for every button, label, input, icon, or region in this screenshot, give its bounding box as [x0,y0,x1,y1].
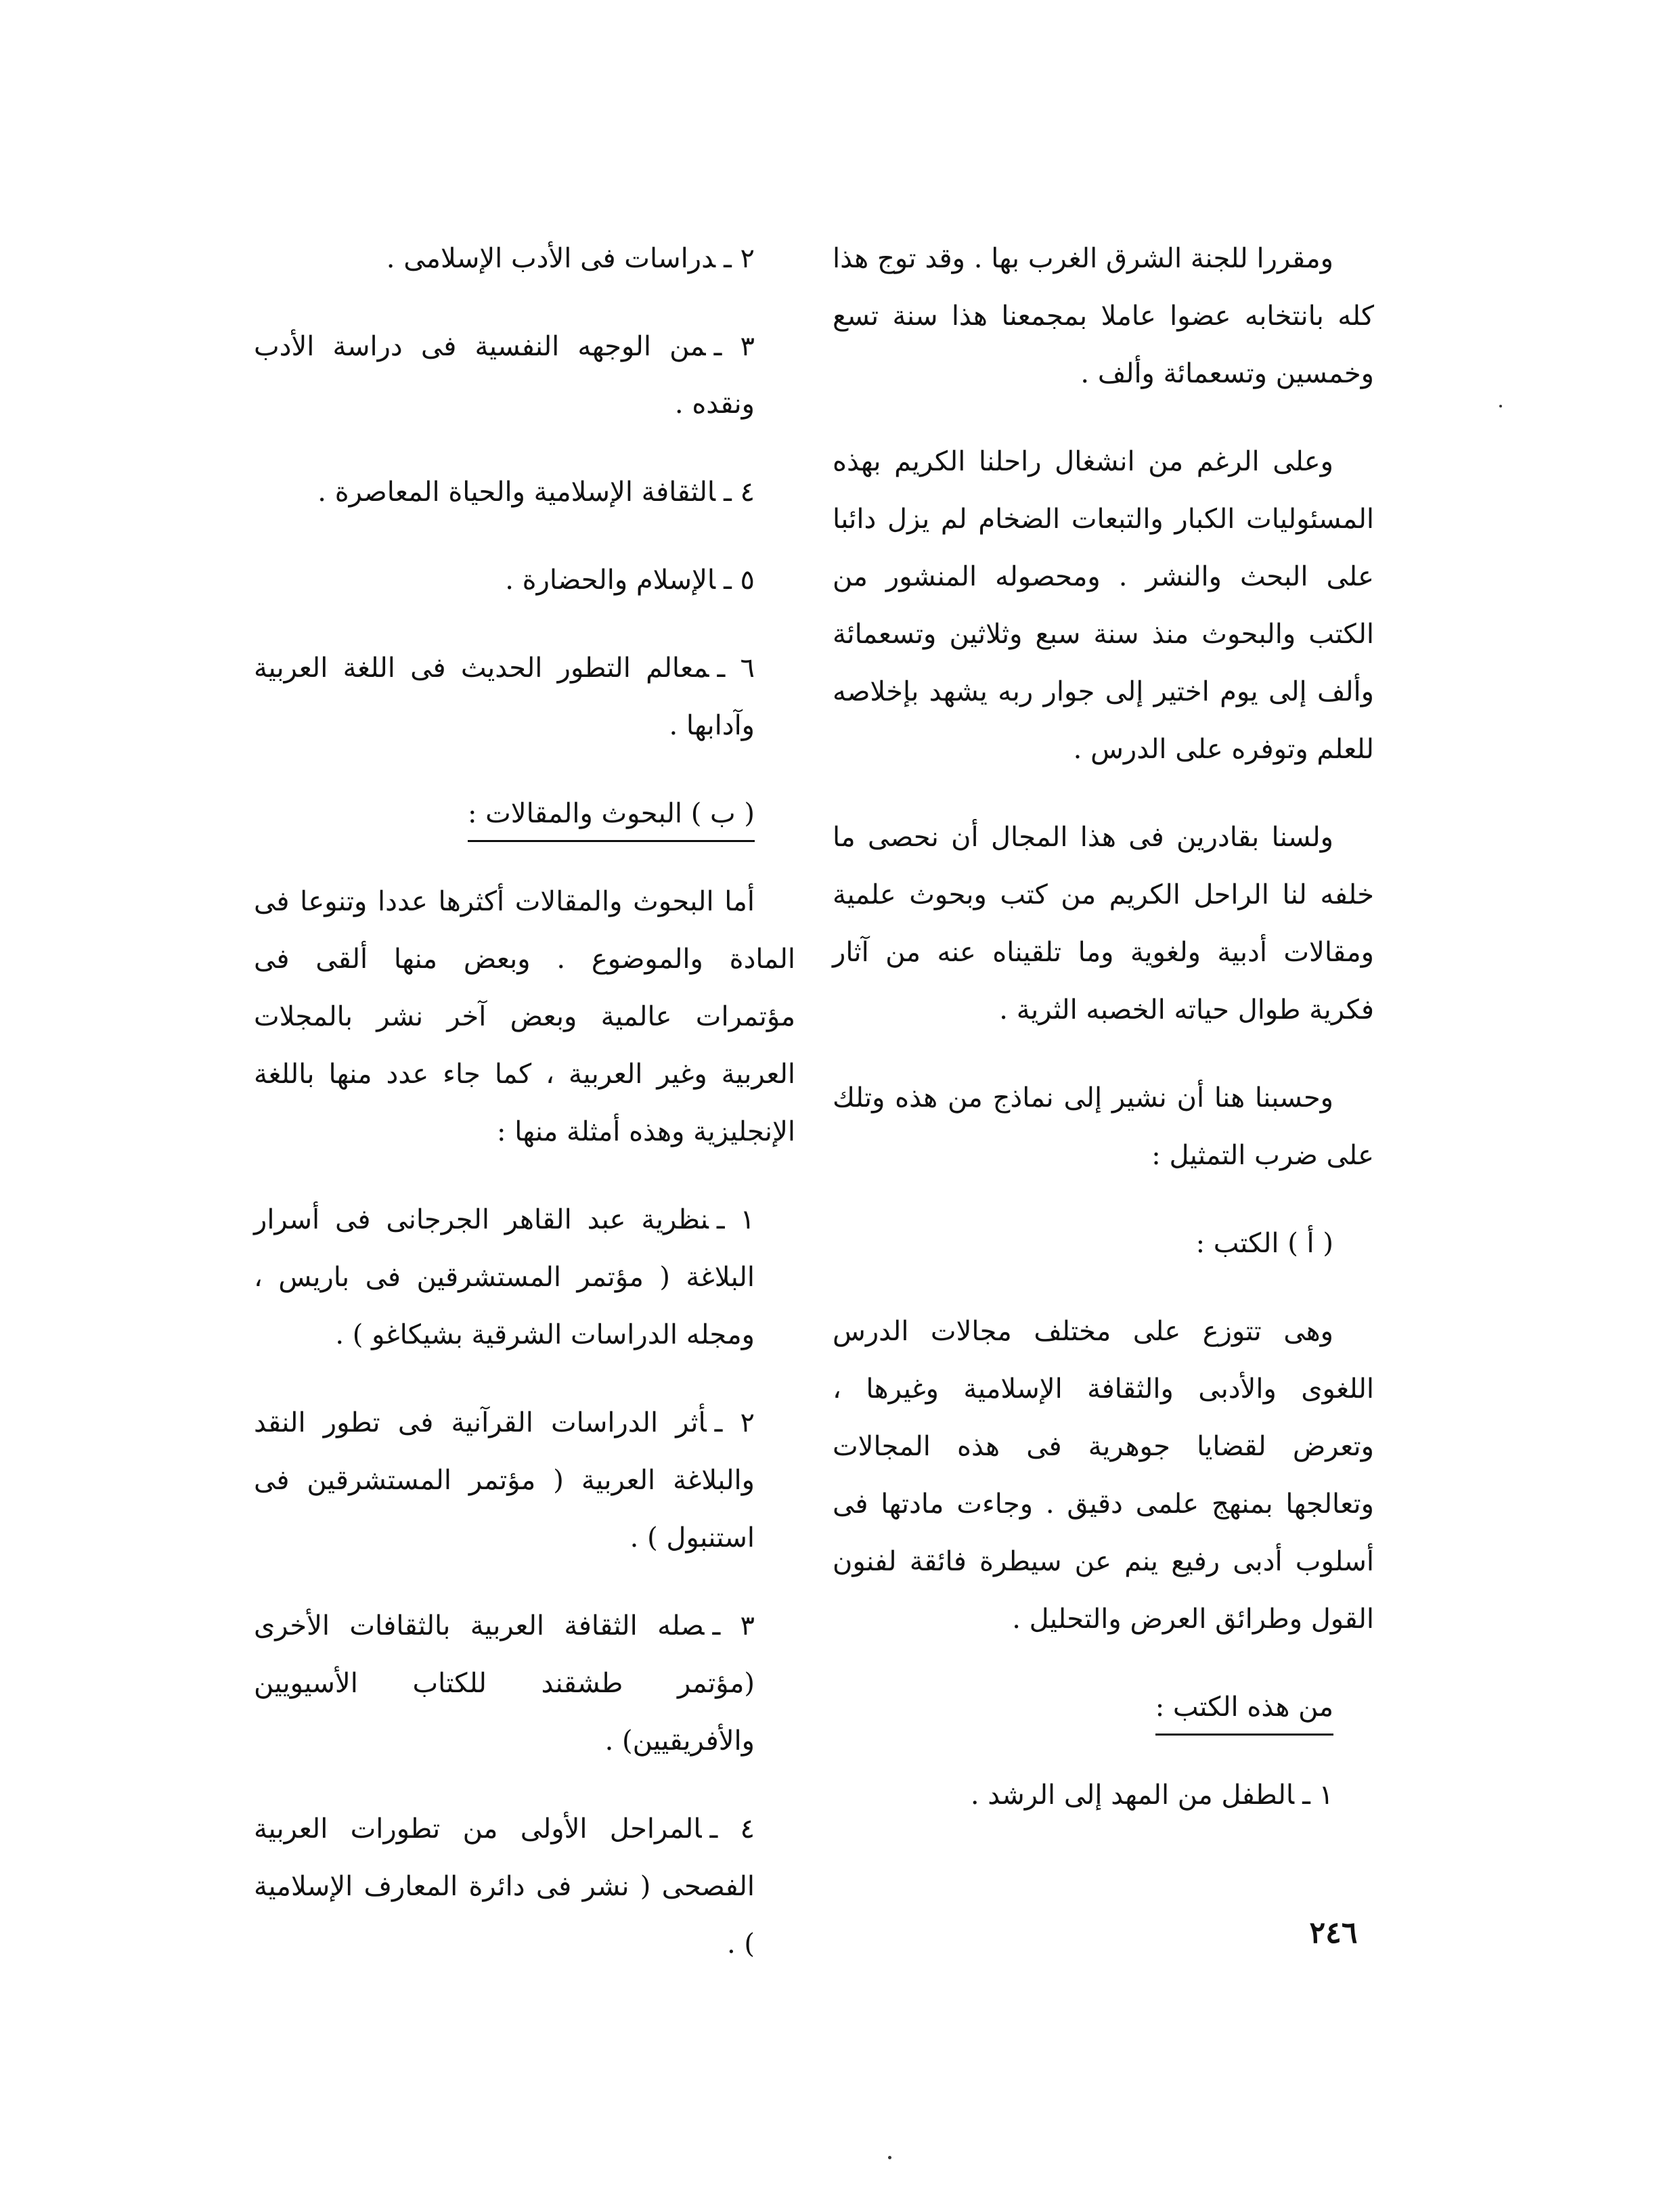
item-number: ٤ ـ [724,477,755,508]
item-text: أثر الدراسات القرآنية فى تطور النقد والبلاغة العربية ( مؤتمر المستشرقين فى استنبول ) . [254,1407,755,1553]
item-number: ٥ ـ [724,565,755,596]
item-number: ١ ـ [716,1204,755,1235]
list-item-book-6 [254,640,795,755]
item-number: ٣ ـ [713,331,755,362]
paragraph-research: وعلى الرغم من انشغال راحلنا الكريم بهذه المسئوليات الكبار والتبعات الضخام لم يزل دائبا على البحث والنشر . ومحصوله المنشور من الكتب والبحوث منذ سنة سبع وثلاثين وتسعمائة وألف إلى يوم اختير إلى جوار ربه يشهد بإخلاصه للعلم وتوفره على الدرس . [833,446,1374,765]
list-item-article-1 [254,1191,795,1364]
scan-speck [1499,405,1502,407]
list-item-book-1 [833,1767,1374,1824]
item-number: ٣ ـ [712,1610,755,1641]
paragraph-legacy: ولسنا بقادرين فى هذا المجال أن نحصى ما خلفه لنا الراحل الكريم من كتب وبحوث علمية ومقالات أدبية ولغوية وما تلقيناه عنه من آثار فكرية طوال حياته الخصبه الثرية . [833,822,1374,1025]
item-text: الطفل من المهد إلى الرشد . [970,1780,1295,1811]
list-item-article-2 [254,1394,795,1567]
item-text: الإسلام والحضارة . [505,565,716,596]
right-column [833,230,1374,1855]
heading-books-list-text: من هذه الكتب : [1155,1683,1333,1736]
item-text: نظرية عبد القاهر الجرجانى فى أسرار البلاغة ( مؤتمر المستشرقين فى باريس ، ومجله الدراسات الشرقية بشيكاغو ) . [254,1204,755,1350]
list-item-book-2 [254,230,795,288]
item-number: ٤ ـ [709,1813,755,1845]
item-number: ٦ ـ [717,653,755,684]
heading-articles-text: ( ب ) البحوث والمقالات : [468,790,755,842]
item-text: معالم التطور الحديث فى اللغة العربية وآدابها . [254,653,755,741]
item-text: من الوجهه النفسية فى دراسة الأدب ونقده . [254,331,755,420]
item-number: ٢ ـ [714,1407,755,1438]
item-text: الثقافة الإسلامية والحياة المعاصرة . [317,477,716,508]
list-item-article-4 [254,1801,795,1973]
heading-books [833,1215,1374,1273]
list-item-book-4 [254,464,795,521]
scan-speck [888,2156,891,2159]
list-item-book-3 [254,318,795,433]
heading-articles [254,785,795,843]
item-text: دراسات فى الأدب الإسلامى . [386,243,716,274]
heading-books-text: ( أ ) الكتب : [1195,1228,1333,1259]
item-number: ١ ـ [1302,1780,1333,1811]
paragraph-examples: وحسبنا هنا أن نشير إلى نماذج من هذه وتلك على ضرب التمثيل : [833,1082,1374,1171]
left-column [254,230,795,2004]
paragraph-books-description: وهى تتوزع على مختلف مجالات الدرس اللغوى والأدبى والثقافة الإسلامية وغيرها ، وتعرض لقضايا جوهرية فى هذه المجالات وتعالجها بمنهج علمى دقيق . وجاءت مادتها فى أسلوب أدبى رفيع ينم عن سيطرة فائقة لفنون القول وطرائق العرض والتحليل . [833,1316,1374,1635]
item-text: المراحل الأولى من تطورات العربية الفصحى ( نشر فى دائرة المعارف الإسلامية ) . [254,1813,755,1960]
heading-books-list [833,1679,1374,1736]
list-item-book-5 [254,552,795,609]
paragraph-articles-description: أما البحوث والمقالات أكثرها عددا وتنوعا فى المادة والموضوع . وبعض منها ألقى فى مؤتمرات عالمية وبعض آخر نشر بالمجلات العربية وغير العربية ، كما جاء عدد منها باللغة الإنجليزية وهذه أمثلة منها : [254,886,795,1147]
item-text: صله الثقافة العربية بالثقافات الأخرى (مؤتمر طشقند للكتاب الأسيويين والأفريقيين) . [254,1610,755,1757]
list-item-article-3 [254,1597,795,1770]
paragraph-committee: ومقررا للجنة الشرق الغرب بها . وقد توج هذا كله بانتخابه عضوا عاملا بمجمعنا هذا سنة تسع وخمسين وتسعمائة وألف . [833,243,1374,389]
item-number: ٢ ـ [724,243,755,274]
page-number: ٢٤٦ [1309,1916,1358,1950]
